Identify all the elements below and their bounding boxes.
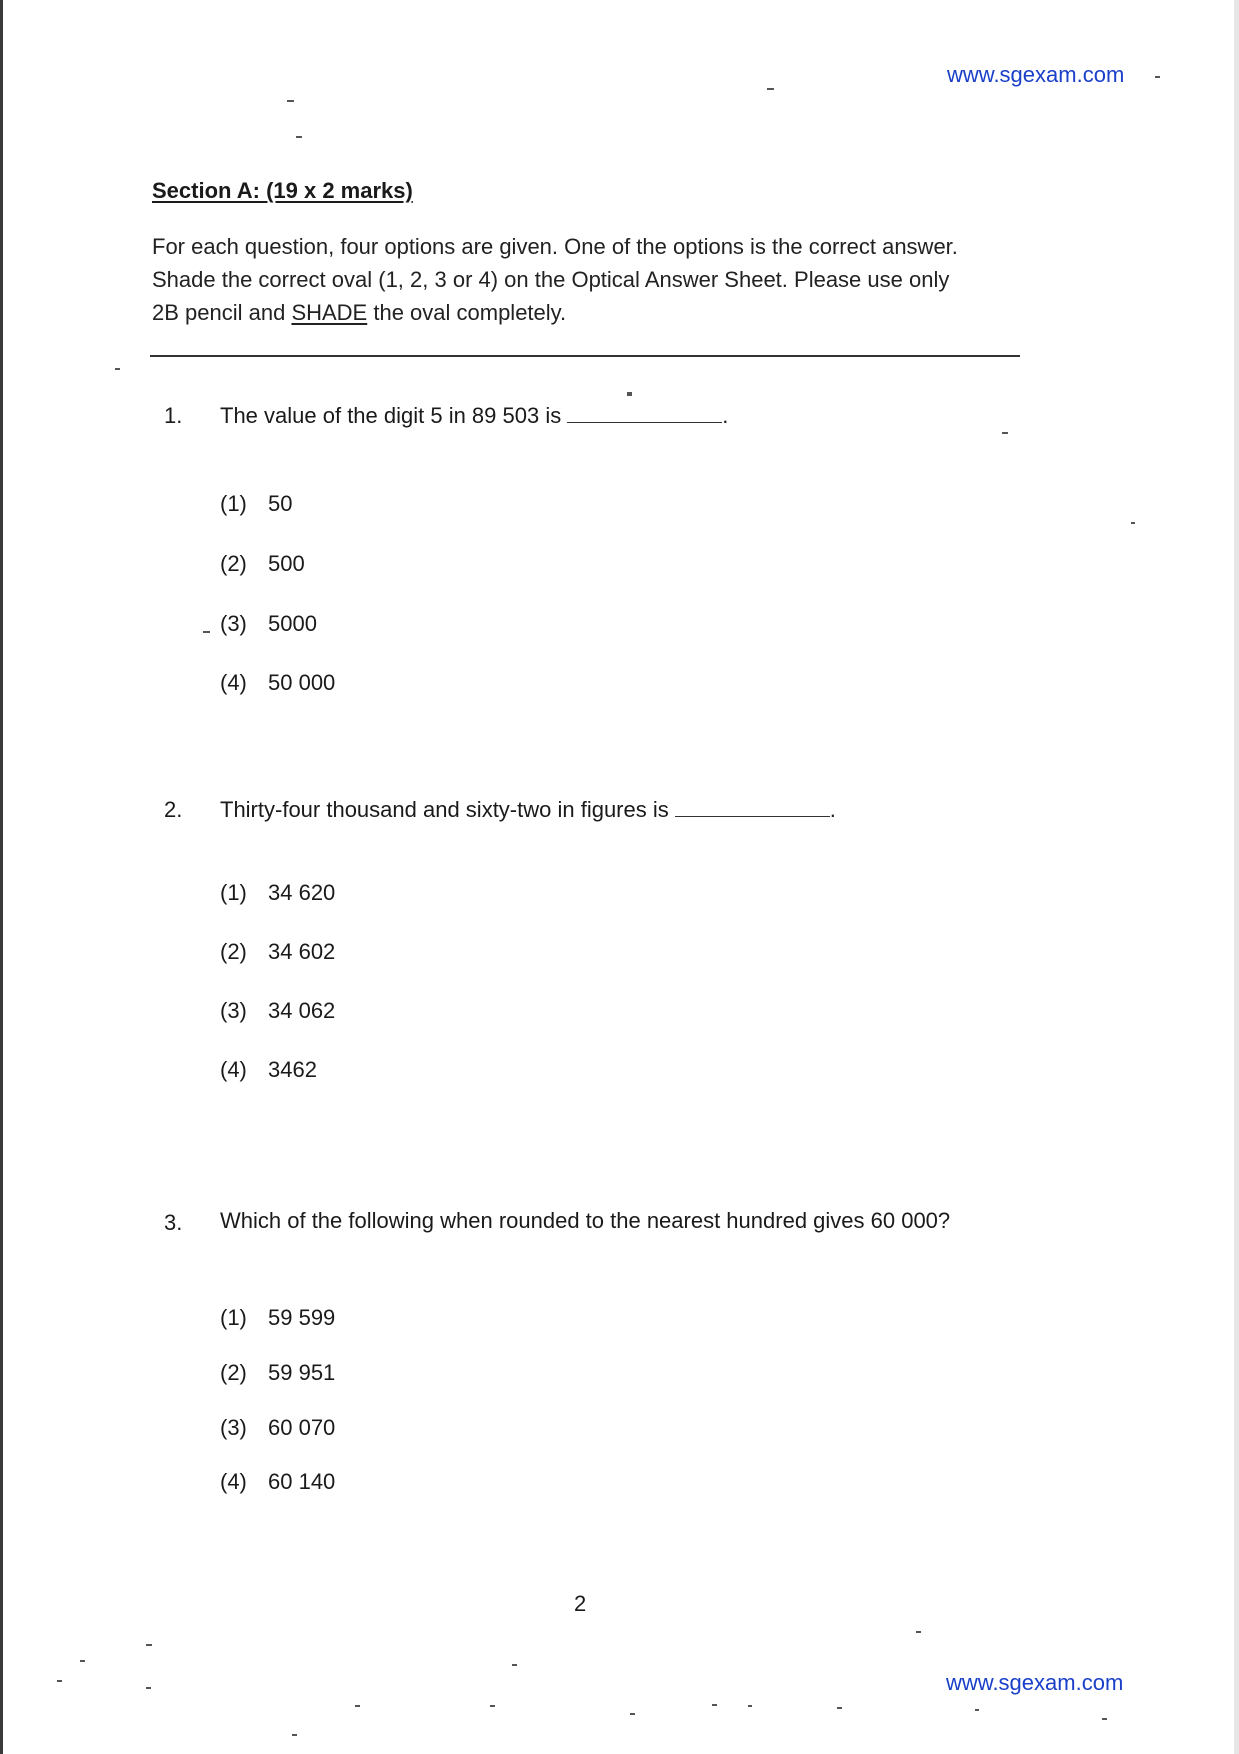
scan-speck <box>115 368 120 370</box>
scan-speck <box>146 1644 152 1646</box>
scan-speck <box>627 392 632 396</box>
scan-speck <box>1102 1718 1107 1720</box>
footer-site-link[interactable]: www.sgexam.com <box>946 1670 1124 1695</box>
question-number: 3. <box>164 1210 183 1235</box>
option-label: (4) <box>220 670 247 695</box>
option-2 <box>220 551 305 577</box>
option-3 <box>220 998 335 1024</box>
scan-speck <box>292 1734 297 1736</box>
scan-speck <box>512 1664 517 1666</box>
option-2 <box>220 1360 335 1386</box>
section-heading: Section A: (19 x 2 marks) <box>152 178 413 203</box>
scan-speck <box>296 136 302 138</box>
option-value: 3462 <box>268 1057 317 1082</box>
header-site-link[interactable]: www.sgexam.com <box>947 62 1125 87</box>
answer-blank <box>567 402 722 423</box>
scan-speck <box>712 1704 717 1706</box>
option-3 <box>220 611 317 637</box>
instructions-line-1: For each question, four options are given. One of the options is the correct answer. <box>152 234 958 259</box>
option-1 <box>220 1305 335 1331</box>
question-text <box>220 402 728 429</box>
option-label: (1) <box>220 880 247 905</box>
scan-speck <box>146 1687 151 1689</box>
scan-speck <box>1131 522 1135 524</box>
answer-blank <box>675 796 830 817</box>
option-3 <box>220 1415 335 1441</box>
option-value: 34 602 <box>268 939 336 964</box>
scan-speck <box>975 1709 979 1711</box>
option-label: (2) <box>220 551 247 576</box>
scan-speck <box>767 88 774 90</box>
option-4 <box>220 1469 335 1495</box>
option-label: (3) <box>220 1415 247 1440</box>
scan-speck <box>490 1705 495 1707</box>
section-instructions <box>152 230 1032 329</box>
question-suffix: . <box>829 797 836 822</box>
page-number: 2 <box>574 1591 587 1616</box>
option-value: 59 599 <box>268 1305 336 1330</box>
question-text: Which of the following when rounded to the nearest hundred gives 60 000? <box>220 1208 951 1233</box>
option-value: 60 070 <box>268 1415 336 1440</box>
option-label: (2) <box>220 939 247 964</box>
option-value: 50 000 <box>268 670 336 695</box>
option-label: (3) <box>220 998 247 1023</box>
option-label: (4) <box>220 1469 247 1494</box>
option-value: 50 <box>268 491 293 516</box>
instructions-shade-emphasis: SHADE <box>291 300 368 325</box>
question-stem: Thirty-four thousand and sixty-two in figures is <box>220 797 669 822</box>
instructions-line-2: Shade the correct oval (1, 2, 3 or 4) on the Optical Answer Sheet. Please use only <box>152 267 950 292</box>
question-text <box>220 796 836 823</box>
instructions-line-3-start: 2B pencil and <box>152 300 292 325</box>
scan-speck <box>80 1660 85 1662</box>
option-label: (1) <box>220 1305 247 1330</box>
question-number: 2. <box>164 797 183 822</box>
scan-speck <box>287 100 294 102</box>
question-number: 1. <box>164 403 183 428</box>
instructions-line-3-end: the oval completely. <box>367 300 567 325</box>
scan-left-edge <box>0 0 3 1754</box>
option-label: (1) <box>220 491 247 516</box>
scan-speck <box>1155 76 1160 78</box>
option-value: 60 140 <box>268 1469 336 1494</box>
option-label: (4) <box>220 1057 247 1082</box>
section-divider <box>150 355 1020 357</box>
option-value: 34 620 <box>268 880 336 905</box>
option-label: (3) <box>220 611 247 636</box>
option-1 <box>220 880 335 906</box>
option-value: 59 951 <box>268 1360 336 1385</box>
option-4 <box>220 1057 317 1083</box>
option-label: (2) <box>220 1360 247 1385</box>
option-value: 5000 <box>268 611 317 636</box>
scan-speck <box>203 631 210 633</box>
scan-speck <box>57 1680 62 1682</box>
option-1 <box>220 491 292 517</box>
scan-speck <box>837 1707 842 1709</box>
scan-speck <box>355 1705 360 1707</box>
scan-speck <box>916 1631 921 1633</box>
question-suffix: . <box>722 403 729 428</box>
scan-right-edge <box>1234 0 1239 1754</box>
question-stem: The value of the digit 5 in 89 503 is <box>220 403 562 428</box>
option-4 <box>220 670 335 696</box>
option-value: 34 062 <box>268 998 336 1023</box>
option-2 <box>220 939 335 965</box>
scan-speck <box>748 1705 752 1707</box>
scan-speck <box>630 1713 635 1715</box>
instructions-line-3 <box>152 296 1032 329</box>
option-value: 500 <box>268 551 305 576</box>
scan-speck <box>1002 432 1008 434</box>
